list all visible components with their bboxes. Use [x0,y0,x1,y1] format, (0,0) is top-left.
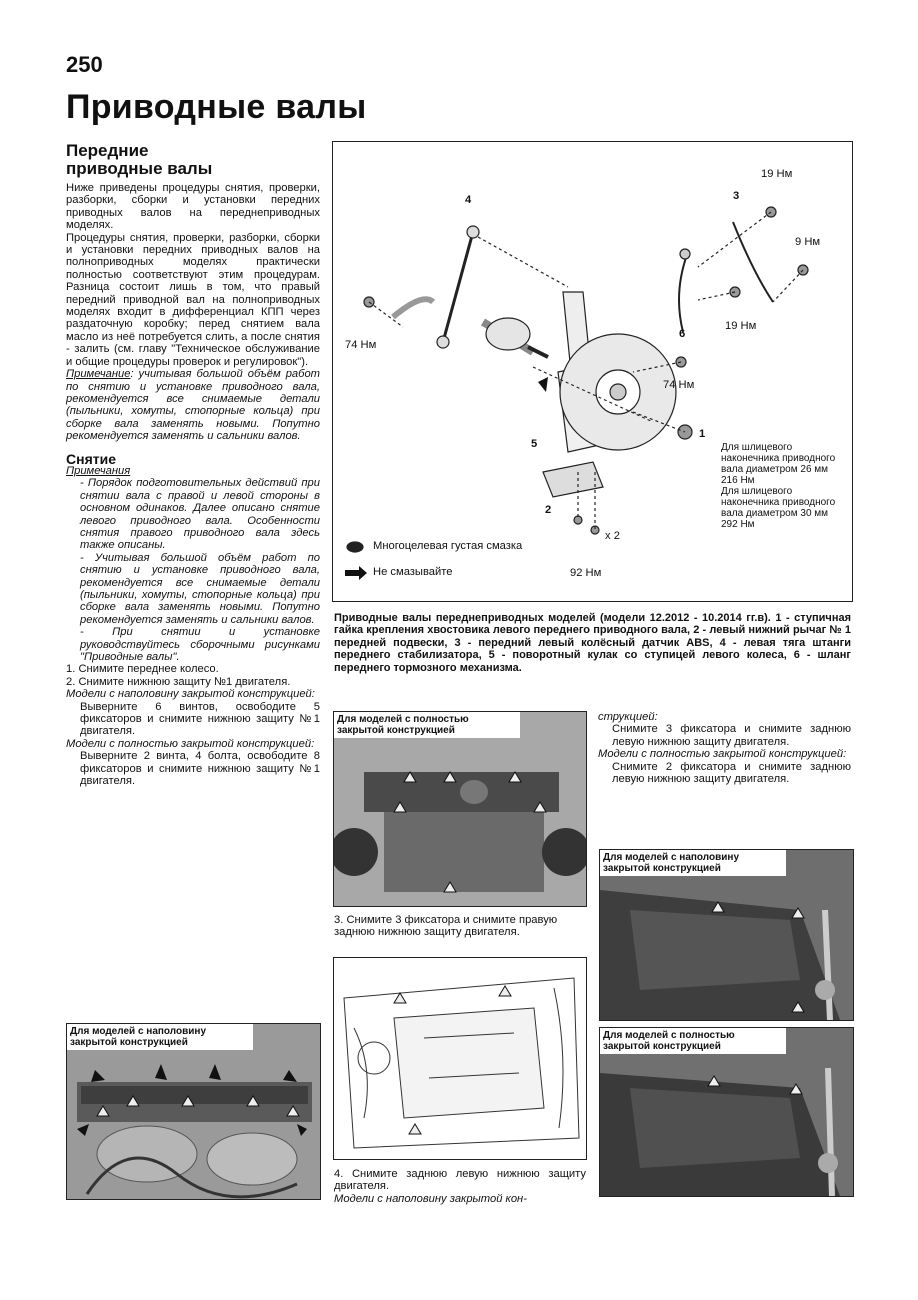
full-closed-text: Выверните 2 винта, 4 болта, освободите 8 фиксаторов и снимите нижнюю защиту №1 двигателя. [80,750,320,788]
half-closed-text: Выверните 6 винтов, освободите 5 фиксаторов и снимите нижнюю защиту №1 двигателя. [80,700,320,738]
torque-label-3: 19 Нм [725,320,757,332]
torque-label-4: 74 Нм [345,339,377,351]
legend-grease: Многоцелевая густая смазка [373,540,523,552]
note-paragraph [66,368,320,442]
rear-left-photo-half [599,849,854,1021]
half-closed-label: Модели с наполовину закрытой конструкцией: [66,688,315,701]
spline-note-26 [721,442,837,530]
notes-label: Примечания [66,464,131,477]
rear-left-photo-full [599,1027,854,1197]
photo-caption-full-right: Для моделей с полностью закрытой конструкцией [600,1028,786,1054]
page-title: Приводные валы [66,88,367,126]
section-heading: Передние приводные валы [66,141,213,178]
intro-paragraph-1: Ниже приведены процедуры снятия, проверки, разборки, сборки и установки передних приводных валов на переднеприводных моделях. [66,182,320,232]
page-number: 250 [66,52,103,77]
step-4: 4. Снимите заднюю левую нижнюю защиту двигателя. [334,1168,586,1193]
full-cover-photo-art [334,712,586,906]
middle-half-label: Модели с наполовину закрытой кон- [334,1192,527,1205]
callout-3: 3 [733,190,740,202]
engine-cover-photo-full [333,711,587,907]
callout-6: 6 [679,328,686,340]
step-2: 2. Снимите нижнюю защиту №1 двигателя. [66,675,291,688]
intro-paragraph-2: Процедуры снятия, проверки, разборки, сборки и установки передних приводных валов на полноприводных моделях практически полностью соответствуют этим процедурам. Разница состоит лишь в том, что правый передний приводной вал на полноприводных моделях входит в дифференциал КПП через раздаточную коробку; перед снятием вала масло из неё потребуется слить, а после снятия - залить (см. главу "Техническое обслуживание и общие процедуры проверок и регулировок"). [66,231,320,368]
left-column [66,142,320,788]
note-label: Примечание [66,368,131,381]
callout-1: 1 [699,428,706,440]
full-closed-label: Модели с полностью закрытой конструкцией: [66,737,315,750]
photo-caption-full-middle: Для моделей с полностью закрытой конструкцией [334,712,520,738]
spline-30-text: Для шлицевого наконечника приводного вала диаметром 30 мм [721,486,836,519]
note-item-3: - При снятии и установке руководствуйтесь сборочными рисунками "Приводные валы". [80,626,320,664]
right-full-text: Снимите 2 фиксатора и снимите заднюю левую нижнюю защиту двигателя. [612,760,851,786]
right-cont-label: струкцией: [598,711,658,723]
engine-cover-photo-art [67,1024,320,1199]
callout-2: 2 [545,504,552,516]
right-column-text [598,711,851,785]
callout-4: 4 [465,194,472,206]
step-1: 1. Снимите переднее колесо. [66,663,219,676]
torque-label-6: 92 Нм [570,567,602,579]
removal-heading: Снятие [66,450,116,467]
right-full-label: Модели с полностью закрытой конструкцией: [598,748,847,761]
note-text: : учитывая большой объём работ по снятию и установке приводного вала, рекомендуется все снимаемые детали (пыльники, хомуты, стопорные кольца) при сборке вала заменять новыми. Попутно рекомендуется заменять и сальники валов. [66,368,320,443]
torque-label-5: 74 Нм [663,379,695,391]
driveshaft-exploded-diagram [332,141,853,602]
note-item-1: - Порядок подготовительных действий при снятии вала с правой и левой стороны в основном одинаков. Далее описано снятие левого приводного вала. Особенности снятия правого приводного вала здесь также описаны. [80,477,320,552]
diagram-art [333,142,852,601]
middle-bottom-text [334,1168,586,1205]
rear-cover-drawing-art [334,958,586,1159]
photo-caption-half-right: Для моделей с наполовину закрытой конструкцией [600,850,786,876]
right-half-text: Снимите 3 фиксатора и снимите заднюю левую нижнюю защиту двигателя. [612,723,851,748]
rear-cover-drawing [333,957,587,1160]
step-3: 3. Снимите 3 фиксатора и снимите правую заднюю нижнюю защиту двигателя. [334,914,558,939]
callout-5: 5 [531,438,538,450]
spline-26-torque: 216 Нм [721,475,755,486]
diagram-caption: Приводные валы переднеприводных моделей (модели 12.2012 - 10.2014 гг.в). 1 - ступичная гайка крепления хвостовика левого переднего приводного вала, 2 - левый нижний рычаг № 1 передней подвески, 3 - передний левый колёсный датчик ABS, 4 - левая тяга штанги переднего стабилизатора, 5 - поворотный кулак со ступицей левого колеса, 6 - шланг переднего тормозного механизма. [334,612,851,674]
spline-30-torque: 292 Нм [721,519,755,530]
note-item-2: - Учитывая большой объём работ по снятию и установке приводного вала, рекомендуется все снимаемые детали (пыльники, хомуты, стопорные кольца) при сборке вала заменять новыми. Попутно рекомендуется заменять и сальники валов. [80,551,320,626]
engine-cover-photo-half [66,1023,321,1200]
spline-26-text: Для шлицевого наконечника приводного вала диаметром 26 мм [721,442,836,475]
legend-no-grease: Не смазывайте [373,566,453,578]
torque-label-1: 19 Нм [761,168,793,180]
photo-caption-half-left: Для моделей с наполовину закрытой конструкцией [67,1024,253,1050]
torque-label-2: 9 Нм [795,236,821,248]
times-two-label: x 2 [605,530,620,542]
